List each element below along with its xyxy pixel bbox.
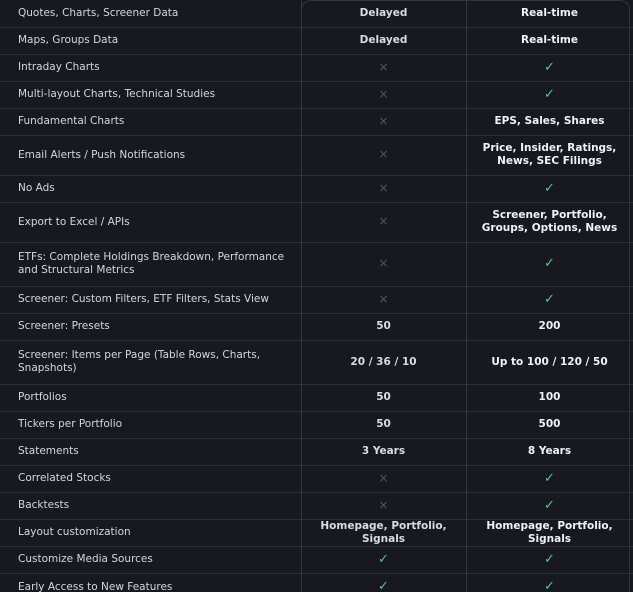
feature-label: ETFs: Complete Holdings Breakdown, Performance and Structural Metrics: [0, 242, 301, 286]
available-check-icon: ✓: [378, 551, 389, 567]
table-row: [0, 519, 633, 546]
feature-label: Screener: Custom Filters, ETF Filters, Stats View: [0, 286, 301, 313]
realtime-value: Real-time: [466, 27, 633, 54]
realtime-value: 200: [466, 313, 633, 340]
table-row: [0, 0, 633, 27]
delayed-value: Delayed: [301, 27, 466, 54]
realtime-value: Screener, Portfolio, Groups, Options, News: [466, 202, 633, 242]
feature-label: Export to Excel / APIs: [0, 202, 301, 242]
available-check-icon: ✓: [544, 59, 555, 75]
realtime-value: Price, Insider, Ratings, News, SEC Filings: [466, 135, 633, 175]
realtime-value: 500: [466, 411, 633, 438]
table-row: [0, 492, 633, 519]
available-check-icon: ✓: [544, 86, 555, 102]
table-row: [0, 411, 633, 438]
feature-label: Correlated Stocks: [0, 465, 301, 492]
table-row: [0, 465, 633, 492]
delayed-value: 50: [301, 313, 466, 340]
table-row: [0, 438, 633, 465]
unavailable-x-icon: ×: [378, 497, 389, 512]
table-row: [0, 384, 633, 411]
table-row: [0, 573, 633, 592]
feature-label: Backtests: [0, 492, 301, 519]
realtime-value: 100: [466, 384, 633, 411]
table-row: [0, 27, 633, 54]
available-check-icon: ✓: [544, 551, 555, 567]
feature-label: Intraday Charts: [0, 54, 301, 81]
unavailable-x-icon: ×: [378, 86, 389, 101]
feature-label: Quotes, Charts, Screener Data: [0, 0, 301, 27]
available-check-icon: ✓: [544, 180, 555, 196]
table-row: [0, 54, 633, 81]
feature-label: Layout customization: [0, 519, 301, 546]
unavailable-x-icon: ×: [378, 291, 389, 306]
unavailable-x-icon: ×: [378, 470, 389, 485]
realtime-value: Up to 100 / 120 / 50: [466, 340, 633, 384]
available-check-icon: ✓: [544, 291, 555, 307]
table-row: [0, 135, 633, 175]
table-row: [0, 286, 633, 313]
table-row: [0, 81, 633, 108]
unavailable-x-icon: ×: [378, 214, 389, 228]
table-row: [0, 108, 633, 135]
delayed-value: 50: [301, 411, 466, 438]
delayed-value: 3 Years: [301, 438, 466, 465]
feature-label: Tickers per Portfolio: [0, 411, 301, 438]
realtime-value: Homepage, Portfolio, Signals: [466, 519, 633, 546]
feature-label: Statements: [0, 438, 301, 465]
table-row: [0, 546, 633, 573]
feature-label: Screener: Presets: [0, 313, 301, 340]
realtime-value: EPS, Sales, Shares: [466, 108, 633, 135]
feature-label: Portfolios: [0, 384, 301, 411]
feature-label: Multi-layout Charts, Technical Studies: [0, 81, 301, 108]
available-check-icon: ✓: [378, 579, 389, 592]
feature-label: Early Access to New Features: [0, 573, 301, 592]
available-check-icon: ✓: [544, 579, 555, 592]
feature-label: Email Alerts / Push Notifications: [0, 135, 301, 175]
feature-label: Customize Media Sources: [0, 546, 301, 573]
feature-label: Fundamental Charts: [0, 108, 301, 135]
delayed-value: Homepage, Portfolio, Signals: [301, 519, 466, 546]
delayed-value: 50: [301, 384, 466, 411]
table-row: [0, 313, 633, 340]
available-check-icon: ✓: [544, 256, 555, 271]
unavailable-x-icon: ×: [378, 147, 389, 161]
feature-label: No Ads: [0, 175, 301, 202]
table-row: [0, 175, 633, 202]
available-check-icon: ✓: [544, 470, 555, 486]
realtime-value: 8 Years: [466, 438, 633, 465]
delayed-value: Delayed: [301, 0, 466, 27]
unavailable-x-icon: ×: [378, 180, 389, 195]
available-check-icon: ✓: [544, 497, 555, 513]
table-row: [0, 242, 633, 286]
realtime-value: Real-time: [466, 0, 633, 27]
feature-label: Screener: Items per Page (Table Rows, Charts, Snapshots): [0, 340, 301, 384]
feature-label: Maps, Groups Data: [0, 27, 301, 54]
delayed-value: 20 / 36 / 10: [301, 340, 466, 384]
unavailable-x-icon: ×: [378, 256, 389, 270]
unavailable-x-icon: ×: [378, 113, 389, 128]
table-row: [0, 202, 633, 242]
table-row: [0, 340, 633, 384]
unavailable-x-icon: ×: [378, 59, 389, 74]
